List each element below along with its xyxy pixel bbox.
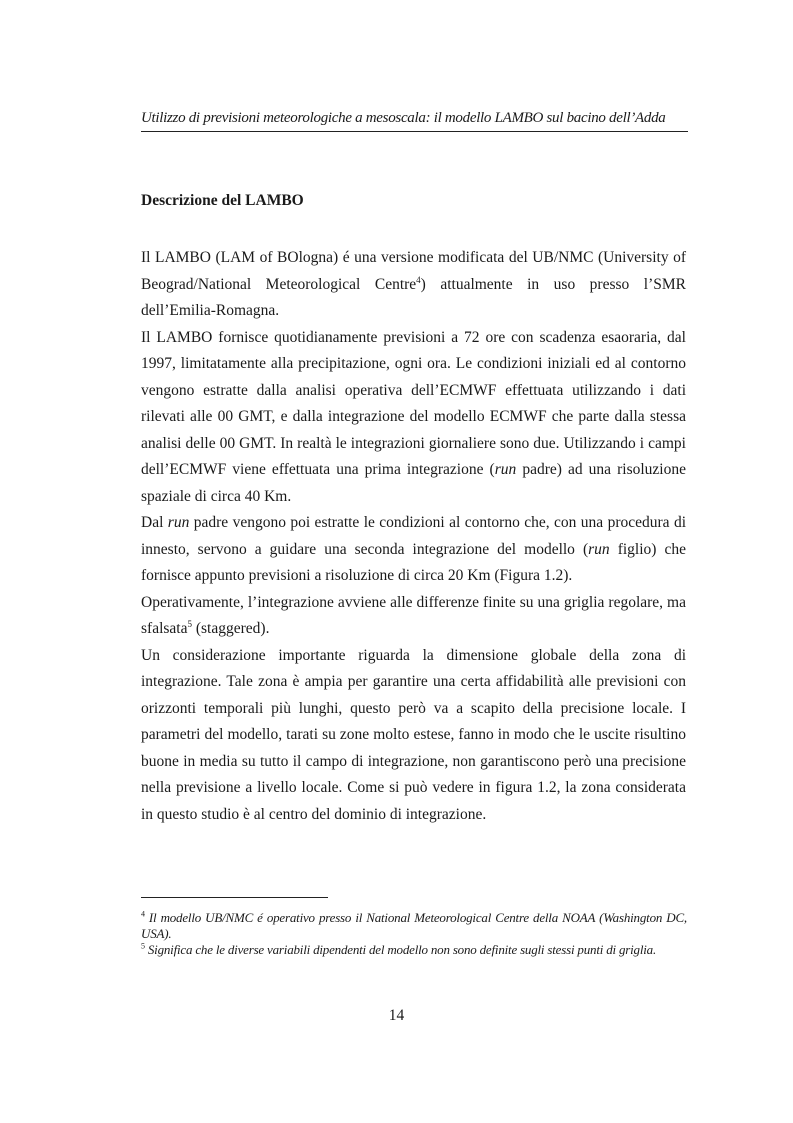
body-text — [141, 245, 686, 828]
paragraph-3-text-c: figlio) che fornisce appunto previsioni a risoluzione di circa 20 Km (Figura 1.2). — [141, 540, 686, 584]
paragraph-3-emphasis-b: run — [588, 540, 610, 558]
footnote-text: Il modello UB/NMC é operativo presso il National Meteorological Centre della NOAA (Washington DC, USA). — [141, 910, 687, 941]
footnote-text: Significa che le diverse variabili dipendenti del modello non sono definite sugli stessi punti di griglia. — [147, 942, 657, 957]
section-title: Descrizione del LAMBO — [141, 192, 304, 209]
footnote-number: 5 — [141, 941, 145, 951]
paragraph-1-text-a: Il LAMBO (LAM of BOlogna) é una versione modificata del UB/NMC (University of Beograd/National Meteorological Centre — [141, 249, 686, 293]
paragraph-1 — [141, 245, 686, 325]
footnote-ref-4: 4 — [416, 274, 421, 285]
page-number: 14 — [388, 1007, 405, 1024]
paragraph-3 — [141, 510, 686, 590]
paragraph-2-text-b: padre) ad una risoluzione spaziale di circa 40 Km. — [141, 461, 686, 505]
running-header: Utilizzo di previsioni meteorologiche a mesoscala: il modello LAMBO sul bacino dell’Adda — [141, 110, 666, 126]
paragraph-3-text-b: padre vengono poi estratte le condizioni al contorno che, con una procedura di innesto, servono a guidare una seconda integrazione del modello ( — [141, 514, 687, 558]
paragraph-5: Un considerazione importante riguarda la dimensione globale della zona di integrazione. Tale zona è ampia per garantire una certa affidabilità alle previsioni con orizzonti temporali più lunghi, questo però va a scapito della precisione locale. I parametri del modello, tarati su zone molto estese, fanno in modo che le uscite risultino buone in media su tutto il campo di integrazione, non garantiscono però una precisione nella previsione a livello locale. Come si può vedere in figura 1.2, la zona considerata in questo studio è al centro del dominio di integrazione. — [141, 646, 686, 823]
paragraph-2-emphasis: run — [494, 461, 517, 478]
paragraph-4-text-b: (staggered). — [191, 620, 270, 637]
paragraph-2 — [141, 325, 686, 511]
paragraph-2-text-a: Il LAMBO fornisce quotidianamente previsioni a 72 ore con scadenza esaoraria, dal 1997, limitatamente alla precipitazione, ogni ora. Le condizioni iniziali ed al contorno vengono estratte dalla analisi operativa dell’ECMWF effettuata utilizzando i dati rilevati alle 00 GMT, e dalla integrazione del modello ECMWF che parte dalla stessa analisi delle 00 GMT. In realtà le integrazioni giornaliere sono due. Utilizzando i campi dell’ECMWF viene effettuata una prima integrazione ( — [141, 328, 686, 478]
paragraph-3-emphasis-a: run — [167, 514, 190, 531]
paragraph-3-text-a: Dal — [141, 514, 168, 531]
footnote-ref-5: 5 — [187, 618, 192, 629]
paragraph-4-text-a: Operativamente, l’integrazione avviene alle differenze finite su una griglia regolare, ma sfalsata — [141, 593, 686, 637]
footnote-number: 4 — [141, 909, 145, 919]
footnotes — [141, 910, 687, 958]
footnote-divider — [141, 897, 328, 898]
paragraph-1-text-b: ) attualmente in uso presso l’SMR dell’Emilia-Romagna. — [141, 275, 686, 319]
footnote-5 — [141, 942, 687, 958]
footnote-4 — [141, 910, 687, 942]
paragraph-4 — [141, 590, 686, 643]
header-divider — [141, 131, 688, 132]
